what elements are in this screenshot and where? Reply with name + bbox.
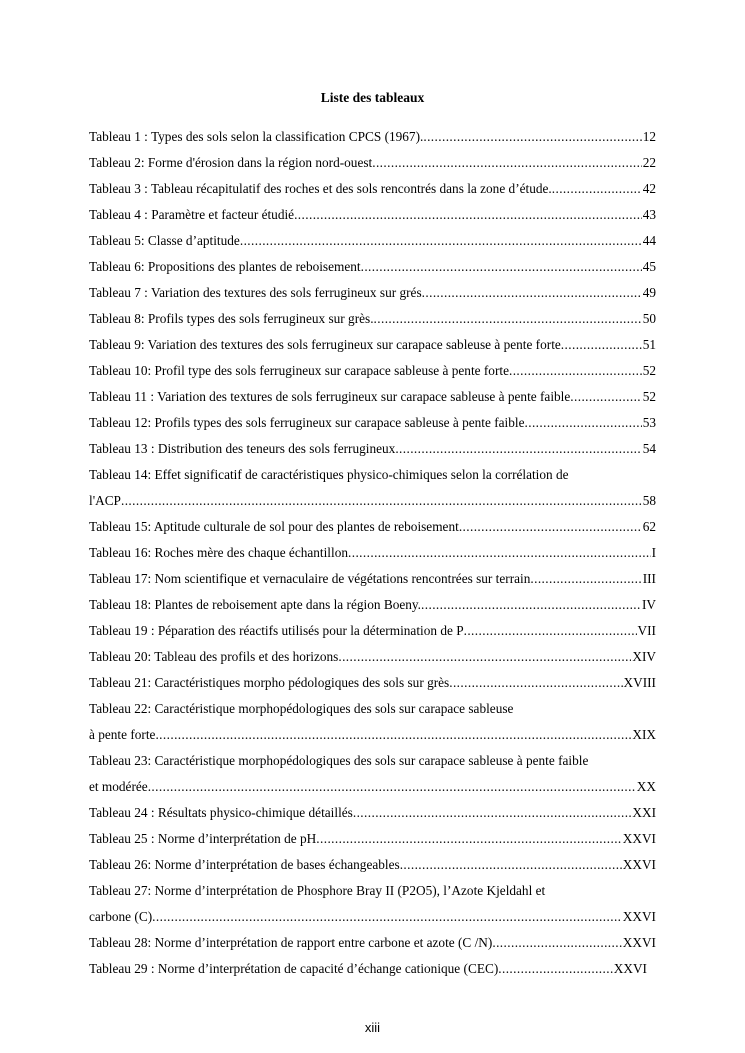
toc-entry-title: Tableau 1 : Types des sols selon la classification CPCS (1967). <box>89 129 424 144</box>
toc-entry[interactable] <box>89 644 656 670</box>
toc-entry-title: et modérée <box>89 779 148 794</box>
dot-leader <box>400 852 622 878</box>
toc-entry-title: Tableau 15: Aptitude culturale de sol pour des plantes de reboisement <box>89 519 459 534</box>
toc-entry-page: VII <box>637 623 656 638</box>
toc-entry-title: Tableau 28: Norme d’interprétation de rapport entre carbone et azote (C /N) <box>89 935 493 950</box>
dot-leader <box>449 670 622 696</box>
toc-entry-page: XVIII <box>623 675 656 690</box>
dot-leader <box>152 904 622 930</box>
toc-entry-page: 51 <box>642 337 656 352</box>
toc-entry-title: Tableau 26: Norme d’interprétation de bases échangeables <box>89 857 400 872</box>
toc-entry[interactable] <box>89 410 656 436</box>
toc-entry-page: 62 <box>642 519 656 534</box>
dot-leader <box>374 306 642 332</box>
dot-leader <box>492 930 621 956</box>
dot-leader <box>552 176 642 202</box>
toc-entry[interactable] <box>89 384 656 410</box>
toc-entry-title: Tableau 18: Plantes de reboisement apte dans la région Boeny. <box>89 597 422 612</box>
toc-entry-first-line: Tableau 14: Effet significatif de caractéristiques physico-chimiques selon la corrélation de <box>89 467 569 482</box>
toc-entry[interactable] <box>89 956 647 982</box>
dot-leader <box>348 540 651 566</box>
toc-entry-page: 43 <box>642 207 656 222</box>
toc-entry[interactable] <box>89 540 656 566</box>
page-title: Liste des tableaux <box>320 90 425 105</box>
toc-entry[interactable] <box>89 202 656 228</box>
dot-leader <box>240 228 642 254</box>
toc-entry-first-line: Tableau 27: Norme d’interprétation de Phosphore Bray II (P2O5), l’Azote Kjeldahl et <box>89 883 546 898</box>
toc-entry-title: Tableau 29 : Norme d’interprétation de capacité d’échange cationique (CEC) <box>89 961 499 976</box>
table-list <box>89 124 656 982</box>
toc-entry-page: XXVI <box>622 935 656 950</box>
toc-entry-page: XX <box>636 779 656 794</box>
toc-entry-title: Tableau 3 : Tableau récapitulatif des roches et des sols rencontrés dans la zone d’étude. <box>89 181 552 196</box>
toc-entry-title: Tableau 2: Forme d'érosion dans la région nord-ouest <box>89 155 373 170</box>
toc-entry-page: IV <box>641 597 656 612</box>
toc-entry[interactable] <box>89 514 656 540</box>
toc-entry-first-line: Tableau 22: Caractéristique morphopédologiques des sols sur carapace sableuse <box>89 701 514 716</box>
toc-entry-page: 12 <box>642 129 656 144</box>
toc-entry-title: Tableau 20: Tableau des profils et des horizons <box>89 649 339 664</box>
toc-entry[interactable] <box>89 228 656 254</box>
toc-entry[interactable] <box>89 904 656 930</box>
toc-entry-page: 50 <box>642 311 656 326</box>
toc-entry-page: XXVI <box>622 909 656 924</box>
toc-entry[interactable] <box>89 852 656 878</box>
dot-leader <box>525 410 642 436</box>
toc-entry-page: 42 <box>642 181 656 196</box>
page-number: xiii <box>364 1020 381 1035</box>
toc-entry-page: 54 <box>642 441 656 456</box>
dot-leader <box>498 956 613 982</box>
toc-entry-title: Tableau 7 : Variation des textures des sols ferrugineux sur grés <box>89 285 422 300</box>
toc-entry-title: à pente forte <box>89 727 156 742</box>
toc-entry-title: Tableau 13 : Distribution des teneurs des sols ferrugineux <box>89 441 396 456</box>
toc-entry-title: l'ACP <box>89 493 121 508</box>
toc-entry-title: Tableau 21: Caractéristiques morpho pédologiques des sols sur grès <box>89 675 450 690</box>
toc-entry-page: 44 <box>642 233 656 248</box>
toc-entry[interactable] <box>89 306 656 332</box>
toc-entry[interactable] <box>89 800 656 826</box>
dot-leader <box>316 826 621 852</box>
toc-entry-page: XXI <box>632 805 656 820</box>
toc-entry-page: 58 <box>642 493 656 508</box>
toc-entry-page: 49 <box>642 285 656 300</box>
dot-leader <box>395 436 641 462</box>
toc-entry-title: carbone (C) <box>89 909 153 924</box>
toc-entry-title: Tableau 11 : Variation des textures de sols ferrugineux sur carapace sableuse à pente faible <box>89 389 571 404</box>
toc-entry-page: III <box>642 571 656 586</box>
toc-entry[interactable] <box>89 488 656 514</box>
toc-entry[interactable] <box>89 930 656 956</box>
dot-leader <box>509 358 642 384</box>
dot-leader <box>570 384 641 410</box>
dot-leader <box>464 618 637 644</box>
toc-entry[interactable] <box>89 436 656 462</box>
toc-entry-title: Tableau 25 : Norme d’interprétation de pH <box>89 831 317 846</box>
toc-entry[interactable] <box>89 150 656 176</box>
toc-entry[interactable] <box>89 826 656 852</box>
toc-entry-title: Tableau 4 : Paramètre et facteur étudié <box>89 207 295 222</box>
toc-entry-page: 53 <box>642 415 656 430</box>
toc-entry-title: Tableau 19 : Péparation des réactifs utilisés pour la détermination de P <box>89 623 464 638</box>
dot-leader <box>353 800 632 826</box>
toc-entry-title: Tableau 10: Profil type des sols ferrugineux sur carapace sableuse à pente forte <box>89 363 509 378</box>
toc-entry-page: XIV <box>632 649 656 664</box>
toc-entry-page: XXVI <box>622 857 656 872</box>
dot-leader <box>530 566 641 592</box>
dot-leader <box>155 722 631 748</box>
toc-entry-title: Tableau 5: Classe d’aptitude <box>89 233 240 248</box>
toc-entry-page: I <box>651 545 656 560</box>
toc-entry-page: XIX <box>632 727 656 742</box>
dot-leader <box>361 254 642 280</box>
toc-entry-title: Tableau 24 : Résultats physico-chimique détaillés <box>89 805 353 820</box>
toc-entry-page: 52 <box>642 389 656 404</box>
dot-leader <box>422 280 642 306</box>
toc-entry-page: 52 <box>642 363 656 378</box>
toc-entry[interactable] <box>89 566 656 592</box>
toc-entry[interactable] <box>89 124 656 150</box>
toc-entry[interactable] <box>89 254 656 280</box>
dot-leader <box>423 124 641 150</box>
dot-leader <box>561 332 642 358</box>
dot-leader <box>338 644 631 670</box>
toc-entry[interactable] <box>89 280 656 306</box>
toc-entry[interactable] <box>89 358 656 384</box>
toc-entry[interactable] <box>89 618 656 644</box>
toc-entry-title: Tableau 16: Roches mère des chaque échantillon <box>89 545 348 560</box>
toc-entry-title: Tableau 17: Nom scientifique et vernaculaire de végétations rencontrées sur terrain <box>89 571 531 586</box>
toc-entry[interactable] <box>89 176 656 202</box>
dot-leader <box>148 774 636 800</box>
toc-entry-page: 22 <box>642 155 656 170</box>
dot-leader <box>372 150 641 176</box>
dot-leader <box>459 514 642 540</box>
toc-entry-page: 45 <box>642 259 656 274</box>
toc-entry-first-line: Tableau 23: Caractéristique morphopédologiques des sols sur carapace sableuse à pente faible <box>89 753 589 768</box>
dot-leader <box>294 202 642 228</box>
dot-leader <box>421 592 641 618</box>
dot-leader <box>121 488 642 514</box>
toc-entry[interactable] <box>89 670 656 696</box>
toc-entry-page: XXVI <box>622 831 656 846</box>
toc-entry-title: Tableau 12: Profils types des sols ferrugineux sur carapace sableuse à pente faible <box>89 415 525 430</box>
toc-entry[interactable] <box>89 592 656 618</box>
toc-entry-page: XXVI <box>613 961 647 976</box>
toc-entry-title: Tableau 9: Variation des textures des sols ferrugineux sur carapace sableuse à pente forte <box>89 337 561 352</box>
toc-entry[interactable] <box>89 332 656 358</box>
toc-entry[interactable] <box>89 722 656 748</box>
toc-entry-title: Tableau 8: Profils types des sols ferrugineux sur grès. <box>89 311 374 326</box>
toc-entry[interactable] <box>89 774 656 800</box>
toc-entry-title: Tableau 6: Propositions des plantes de reboisement <box>89 259 361 274</box>
